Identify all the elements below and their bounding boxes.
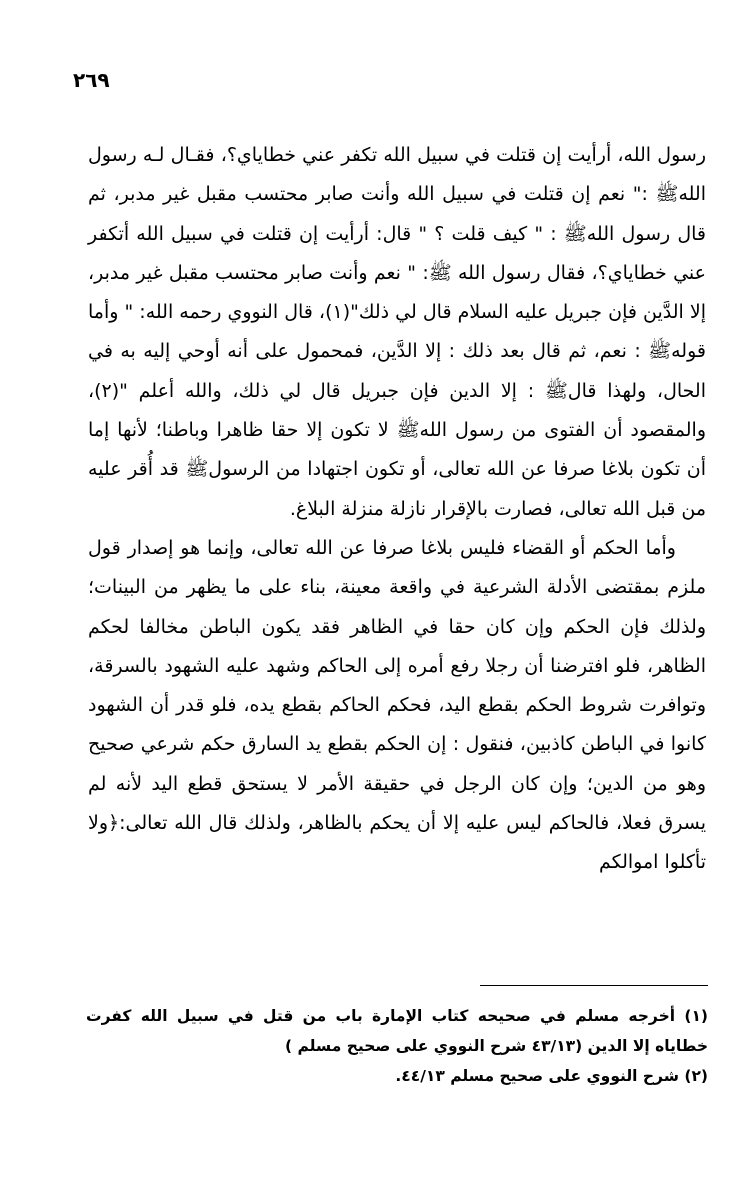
main-text xyxy=(88,136,706,883)
footnote-2: (٢) شرح النووي على صحيح مسلم ٤٤/١٣. xyxy=(395,1067,708,1085)
footnotes xyxy=(86,1001,708,1091)
footnote-1: (١) أخرجه مسلم في صحيحه كتاب الإمارة باب من قتل في سبيل الله كفرت خطاياه إلا الدين (٤٣/١٣ شرح النووي على صحيح مسلم ) xyxy=(86,1007,708,1055)
paragraph-2: وأما الحكم أو القضاء فليس بلاغا صرفا عن الله تعالى، وإنما هو إصدار قول ملزم بمقتضى الأدلة الشرعية في واقعة معينة، بناء على ما يظهر من البينات؛ ولذلك فإن الحكم وإن كان حقا في الظاهر فقد يكون الباطن مخالفا لحكم الظاهر، فلو افترضنا أن رجلا رفع أمره إلى الحاكم وشهد عليه الشهود بالسرقة، وتوافرت شروط الحكم بقطع اليد، فحكم الحاكم بقطع يده، فلو قدر أن الشهود كانوا في الباطن كاذبين، فنقول : إن الحكم بقطع يد السارق حكم شرعي صحيح وهو من الدين؛ وإن كان الرجل في حقيقة الأمر لا يستحق قطع اليد لأنه لم يسرق فعلا، فالحاكم ليس عليه إلا أن يحكم بالظاهر، ولذلك قال الله تعالى:﴿ولا تأكلوا اموالكم xyxy=(88,536,706,874)
paragraph-1: رسول الله، أرأيت إن قتلت في سبيل الله تكفر عني خطاياي؟، فقـال لـه رسول اللهﷺ :" نعم إن قتلت في سبيل الله وأنت صابر محتسب مقبل غير مدبر، ثم قال رسول اللهﷺ : " كيف قلت ؟ " قال: أرأيت إن قتلت في سبيل الله أتكفر عني خطاياي؟، فقال رسول الله ﷺ: " نعم وأنت صابر محتسب مقبل غير مدبر، إلا الدَّين فإن جبريل عليه السلام قال لي ذلك"(١)، قال النووي رحمه الله: " وأما قولهﷺ : نعم، ثم قال بعد ذلك : إلا الدَّين، فمحمول على أنه أوحي إليه به في الحال، ولهذا قالﷺ : إلا الدين فإن جبريل قال لي ذلك، والله أعلم "(٢)، والمقصود أن الفتوى من رسول اللهﷺ لا تكون إلا حقا ظاهرا وباطنا؛ لأنها إما أن تكون بلاغا صرفا عن الله تعالى، أو تكون اجتهادا من الرسولﷺ قد أُقر عليه من قبل الله تعالى، فصارت بالإقرار نازلة منزلة البلاغ. xyxy=(88,144,706,520)
footnote-separator xyxy=(480,985,708,986)
page-number: ٢٦٩ xyxy=(73,68,110,92)
